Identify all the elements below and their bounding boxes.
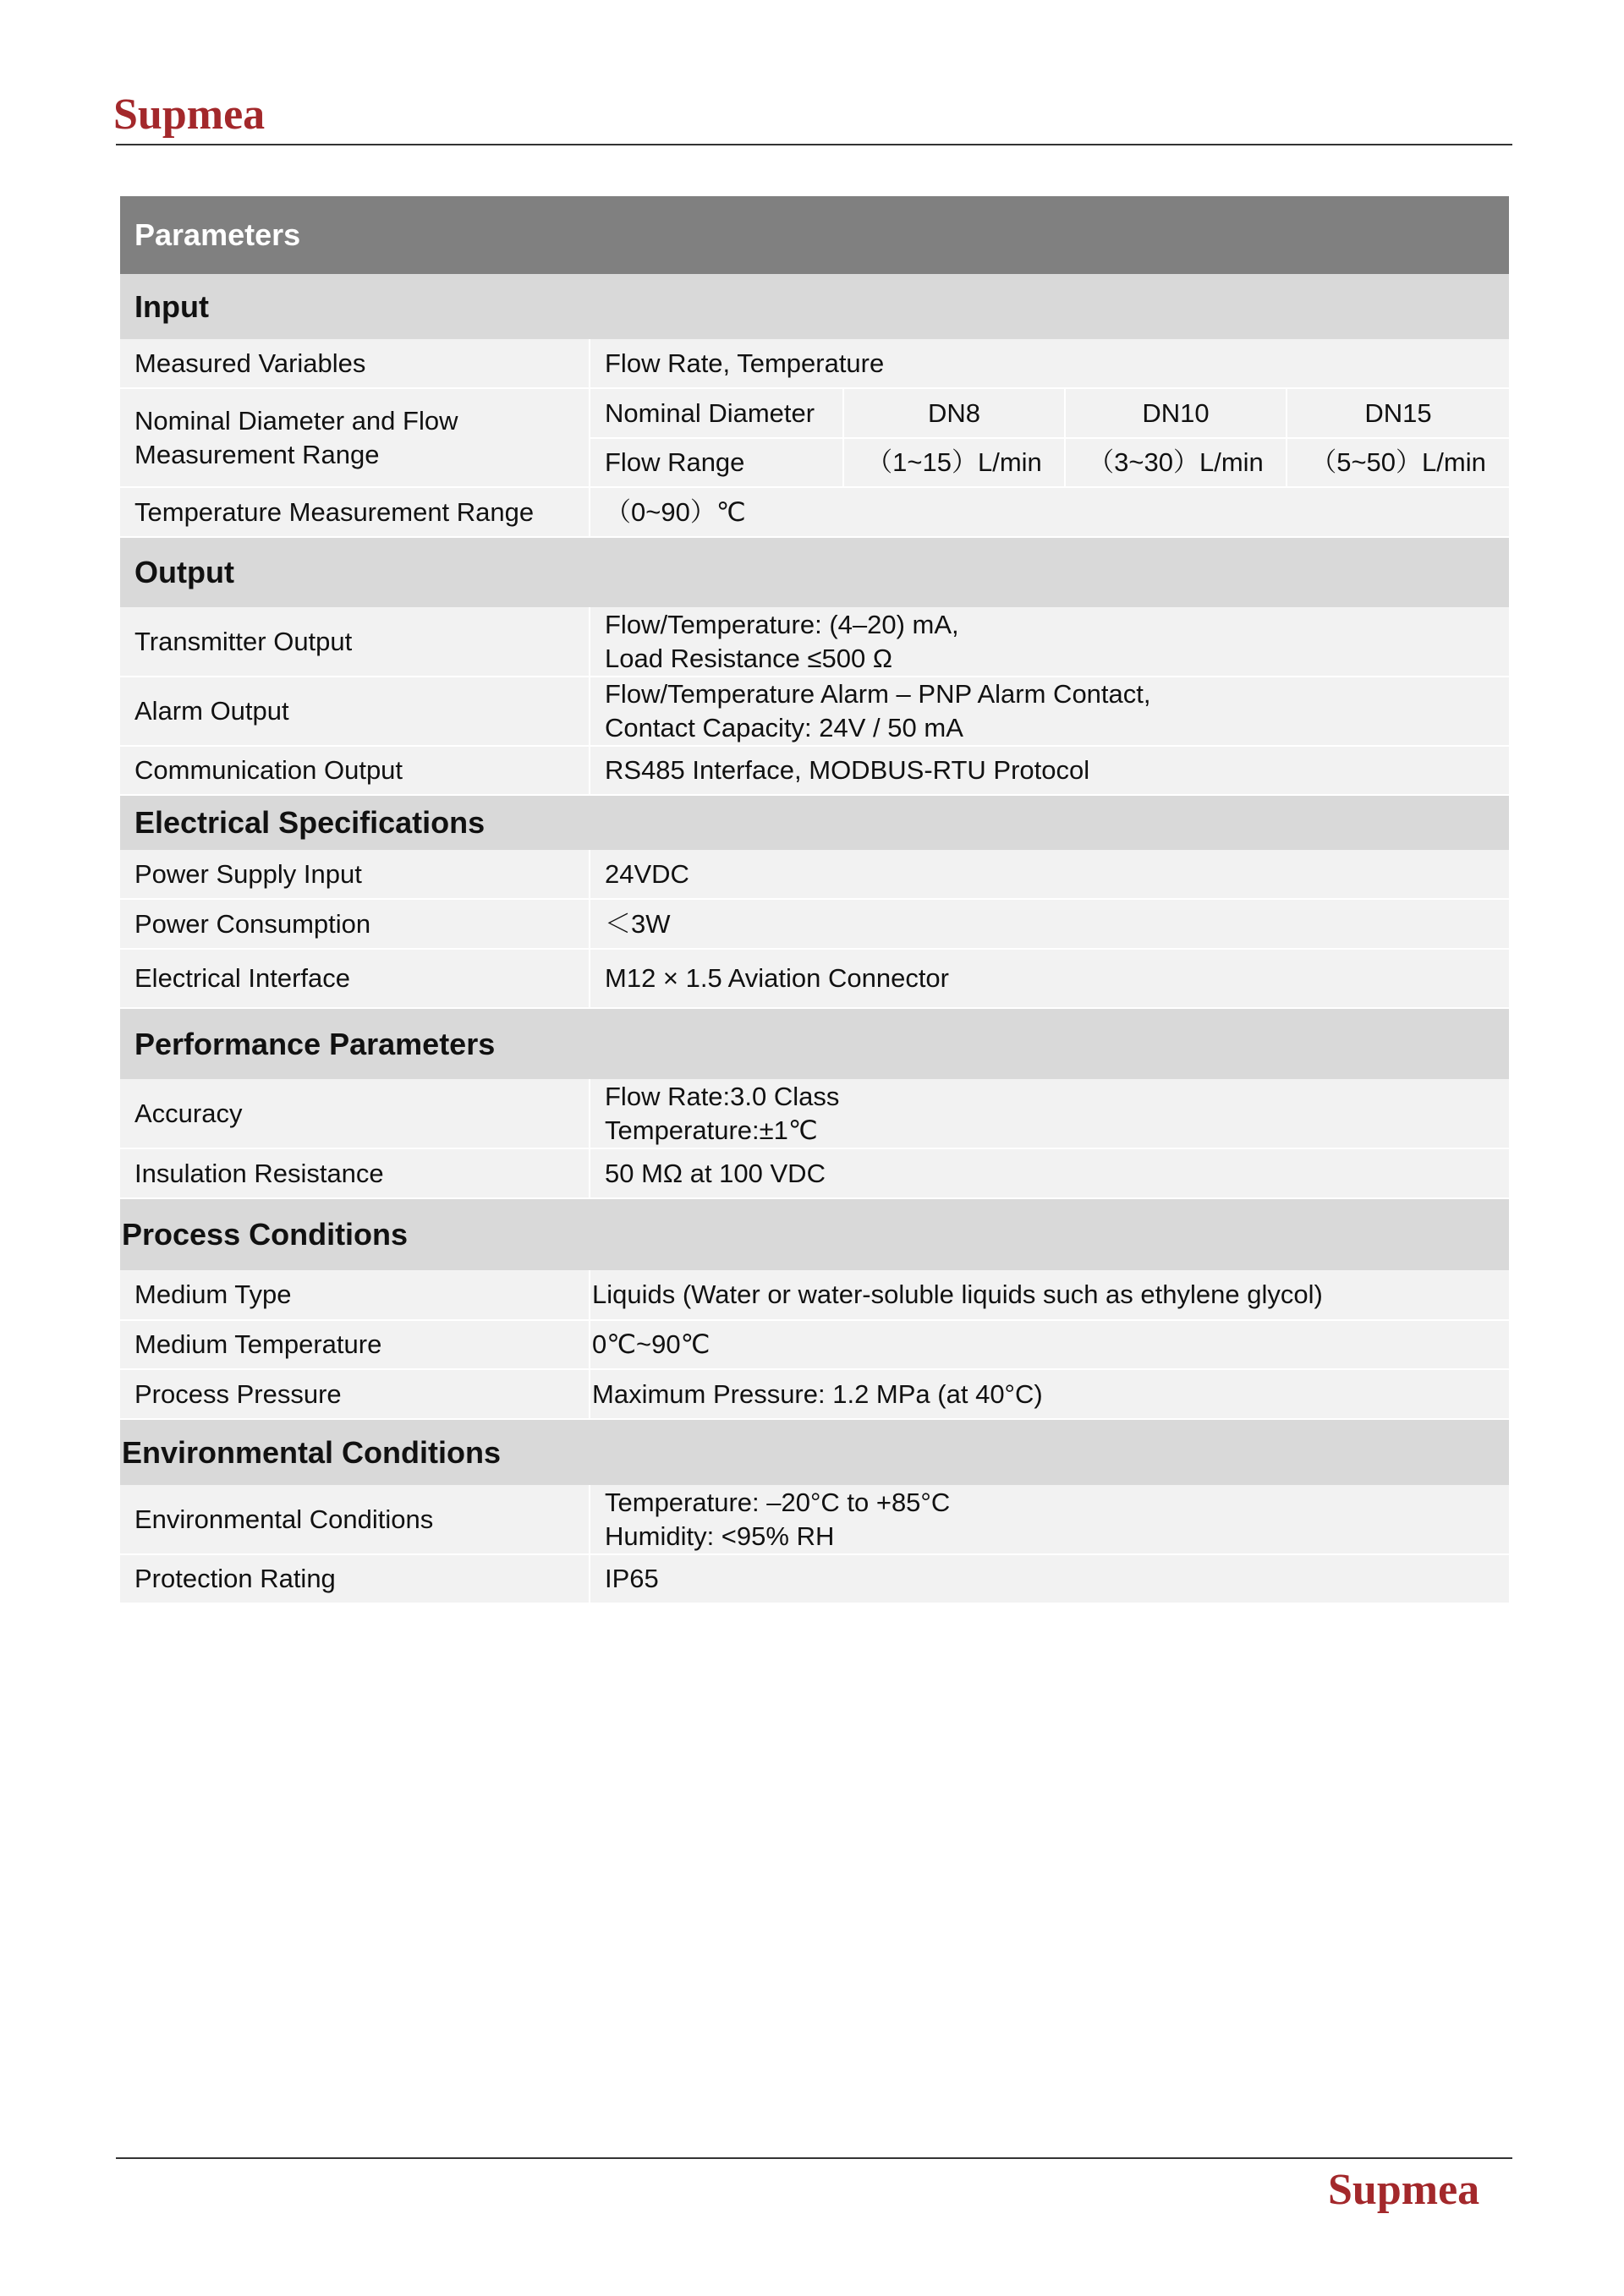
section-heading: Output — [120, 537, 1509, 607]
diameter-value: DN15 — [1287, 388, 1509, 438]
row-value — [590, 677, 1509, 746]
diameter-label: Nominal Diameter — [590, 388, 843, 438]
section-process — [120, 1198, 1509, 1270]
row-label: Alarm Output — [120, 677, 590, 746]
table-row — [120, 1148, 1509, 1198]
table-row — [120, 1079, 1509, 1148]
row-label: Protection Rating — [120, 1554, 590, 1603]
row-value: M12 × 1.5 Aviation Connector — [590, 949, 1509, 1008]
table-row — [120, 949, 1509, 1008]
row-label: Medium Temperature — [120, 1320, 590, 1369]
row-label: Accuracy — [120, 1079, 590, 1148]
section-heading: Electrical Specifications — [120, 795, 1509, 850]
flow-range-value: （5~50）L/min — [1287, 438, 1509, 487]
row-value: 24VDC — [590, 850, 1509, 899]
value-line: Load Resistance ≤500 Ω — [605, 643, 893, 673]
row-label: Power Supply Input — [120, 850, 590, 899]
brand-logo-header: Supmea — [113, 90, 266, 139]
row-value — [590, 1485, 1509, 1554]
row-label: Environmental Conditions — [120, 1485, 590, 1554]
parameters-table — [120, 196, 1509, 1604]
brand-logo-footer: Supmea — [1328, 2166, 1480, 2214]
row-label: Measured Variables — [120, 339, 590, 388]
table-row — [120, 677, 1509, 746]
table-row — [120, 339, 1509, 388]
row-value — [590, 607, 1509, 677]
row-value: Liquids (Water or water-soluble liquids such as ethylene glycol) — [590, 1270, 1509, 1320]
value-line: Humidity: <95% RH — [605, 1521, 835, 1551]
row-value: Maximum Pressure: 1.2 MPa (at 40°C) — [590, 1369, 1509, 1419]
value-line: Flow/Temperature Alarm – PNP Alarm Contact, — [605, 679, 1151, 709]
table-row — [120, 899, 1509, 949]
row-value: Flow Rate, Temperature — [590, 339, 1509, 388]
row-label: Electrical Interface — [120, 949, 590, 1008]
value-line: Contact Capacity: 24V / 50 mA — [605, 713, 963, 743]
section-electrical — [120, 795, 1509, 850]
row-label: Insulation Resistance — [120, 1148, 590, 1198]
row-value: 0℃~90℃ — [590, 1320, 1509, 1369]
table-row — [120, 388, 1509, 438]
section-heading: Environmental Conditions — [120, 1419, 1509, 1485]
row-value: 50 MΩ at 100 VDC — [590, 1148, 1509, 1198]
row-label: Process Pressure — [120, 1369, 590, 1419]
value-line: Temperature:±1℃ — [605, 1115, 818, 1145]
table-row — [120, 1369, 1509, 1419]
row-label: Power Consumption — [120, 899, 590, 949]
table-row — [120, 487, 1509, 537]
section-performance — [120, 1008, 1509, 1079]
row-value: ＜3W — [590, 899, 1509, 949]
table-row — [120, 1554, 1509, 1603]
section-output — [120, 537, 1509, 607]
value-line: Flow/Temperature: (4–20) mA, — [605, 609, 959, 639]
table-row — [120, 1485, 1509, 1554]
table-row — [120, 746, 1509, 795]
table-row — [120, 607, 1509, 677]
row-value — [590, 1079, 1509, 1148]
diameter-value: DN8 — [843, 388, 1065, 438]
diameter-value: DN10 — [1065, 388, 1287, 438]
row-label: Temperature Measurement Range — [120, 487, 590, 537]
value-line: Flow Rate:3.0 Class — [605, 1081, 840, 1111]
flow-range-value: （1~15）L/min — [843, 438, 1065, 487]
row-label: Medium Type — [120, 1270, 590, 1320]
footer-rule — [116, 2157, 1512, 2159]
section-heading: Input — [120, 274, 1509, 339]
row-value: （0~90）℃ — [590, 487, 1509, 537]
section-heading: Performance Parameters — [120, 1008, 1509, 1079]
section-environmental — [120, 1419, 1509, 1485]
row-label: Transmitter Output — [120, 607, 590, 677]
header-rule — [116, 144, 1512, 145]
table-title-row — [120, 196, 1509, 274]
row-value: IP65 — [590, 1554, 1509, 1603]
row-label: Communication Output — [120, 746, 590, 795]
flow-range-label: Flow Range — [590, 438, 843, 487]
section-input — [120, 274, 1509, 339]
value-line: Temperature: –20°C to +85°C — [605, 1487, 951, 1517]
table-row — [120, 850, 1509, 899]
row-label: Nominal Diameter and Flow Measurement Range — [120, 388, 590, 487]
flow-range-value: （3~30）L/min — [1065, 438, 1287, 487]
table-row — [120, 1270, 1509, 1320]
table-row — [120, 1320, 1509, 1369]
table-title: Parameters — [120, 196, 1509, 274]
section-heading: Process Conditions — [120, 1198, 1509, 1270]
row-value: RS485 Interface, MODBUS-RTU Protocol — [590, 746, 1509, 795]
